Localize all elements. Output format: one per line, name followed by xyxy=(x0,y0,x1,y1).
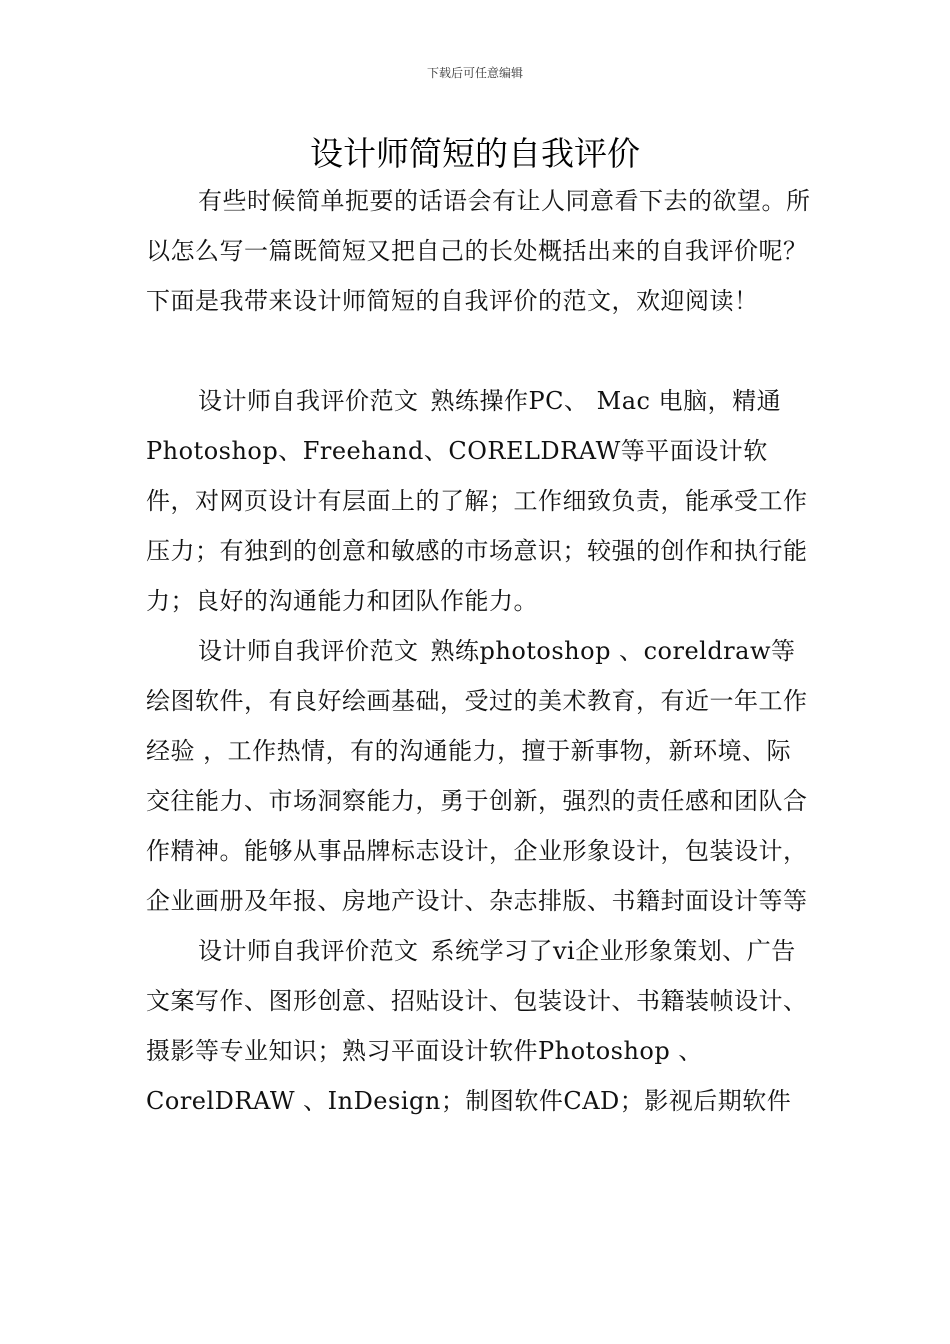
sample-paragraph-2 xyxy=(146,626,814,926)
sample-text-2: 熟练photoshop 、coreldraw等绘图软件，有良好绘画基础，受过的美术教育，有近一年工作经验 ，工作热情，有的沟通能力，擅于新事物，新环境、际交往能力、市场洞察能力，勇于创新，强烈的责任感和团队合作精神。能够从事品牌标志设计，企业形象设计，包装设计，企业画册及年报、房地产设计、杂志排版、书籍封面设计等等 xyxy=(146,637,808,915)
document-title: 设计师简短的自我评价 xyxy=(310,134,640,173)
sample-heading-3: 设计师自我评价范文 xyxy=(198,937,419,965)
sample-heading-1: 设计师自我评价范文 xyxy=(198,387,419,415)
sample-heading-2: 设计师自我评价范文 xyxy=(198,637,419,665)
sample-text-3: 系统学习了vi企业形象策划、广告文案写作、图形创意、招贴设计、包装设计、书籍装帧设计、摄影等专业知识；熟习平面设计软件Photoshop 、CorelDRAW 、InDesign；制图软件CAD；影视后期软件 xyxy=(146,937,808,1115)
sample-paragraph-3 xyxy=(146,926,814,1126)
header-note: 下载后可任意编辑 xyxy=(426,66,523,80)
paragraph-gap xyxy=(146,326,814,376)
sample-paragraph-1 xyxy=(146,376,814,626)
document-body xyxy=(146,176,814,1126)
sample-text-1: 熟练操作PC、 Mac 电脑，精通Photoshop、Freehand、CORELDRAW等平面设计软件，对网页设计有层面上的了解；工作细致负责，能承受工作压力；有独到的创意和敏感的市场意识；较强的创作和执行能力；良好的沟通能力和团队作能力。 xyxy=(146,387,808,615)
intro-paragraph: 有些时候简单扼要的话语会有让人同意看下去的欲望。所以怎么写一篇既简短又把自己的长处概括出来的自我评价呢？下面是我带来设计师简短的自我评价的范文，欢迎阅读！ xyxy=(146,187,811,315)
